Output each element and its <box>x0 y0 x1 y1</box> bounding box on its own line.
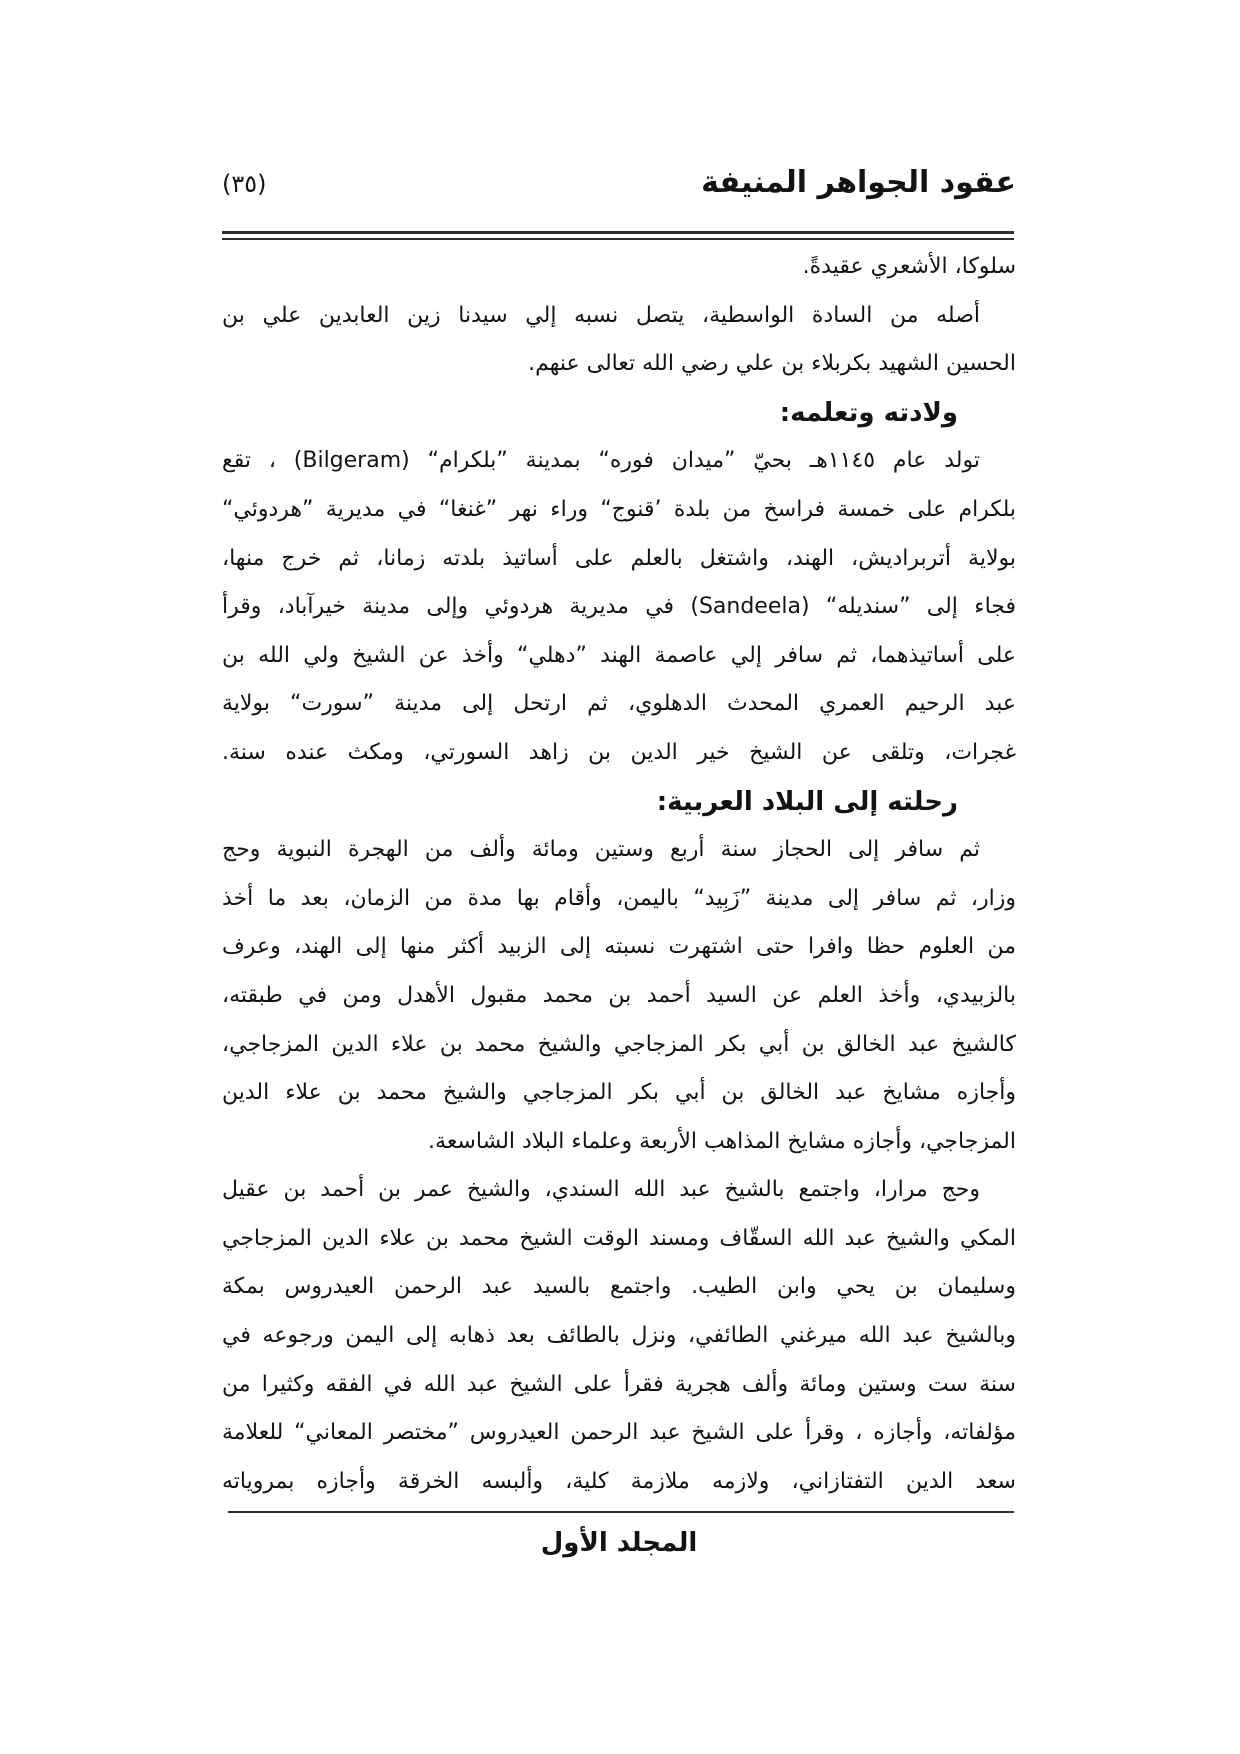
text-line: ثم سافر إلى الحجاز سنة أربع وستين ومائة وألف من الهجرة النبوية وحج <box>222 837 980 863</box>
text-line: بلكرام على خمسة فراسخ من بلدة ’قنوج“ وراء نهر ”غنغا“ في مديرية ”هردوئي“ <box>222 496 1016 522</box>
text-line: على أساتيذهما، ثم سافر إلي عاصمة الهند ”دهلي“ وأخذ عن الشيخ ولي الله بن <box>222 642 1016 668</box>
text-line: سعد الدين التفتازاني، ولازمه ملازمة كلية، وألبسه الخرقة وأجازه بمروياته <box>222 1468 1016 1494</box>
text-line: فجاء إلى ”سنديله“ (Sandeela) في مديرية هردوئي وإلى مدينة خيرآباد، وقرأ <box>222 594 1016 620</box>
text-line: وأجازه مشايخ عبد الخالق بن أبي بكر المزجاجي والشيخ محمد بن علاء الدين <box>222 1080 1016 1106</box>
text-line: بالزبيدي، وأخذ العلم عن السيد أحمد بن محمد مقبول الأهدل ومن في طبقته، <box>222 982 1016 1008</box>
text-line: تولد عام ١١٤٥هـ بحيّ ”ميدان فوره“ بمدينة ”بلكرام“ (Bilgeram) ، تقع <box>222 448 980 474</box>
text-line: وحج مرارا، واجتمع بالشيخ عبد الله السندي، والشيخ عمر بن أحمد بن عقيل <box>222 1177 980 1203</box>
text-line: بولاية أتربراديش، الهند، واشتغل بالعلم على أساتيذ بلدته زمانا، ثم خرج منها، <box>222 545 1016 571</box>
text-line: سنة ست وستين ومائة وألف هجرية فقرأ على الشيخ عبد الله في الفقه وكثيرا من <box>222 1371 1016 1397</box>
text-line: الحسين الشهيد بكربلاء بن علي رضي الله تعالى عنهم. <box>528 351 1016 377</box>
text-line: عبد الرحيم العمري المحدث الدهلوي، ثم ارتحل إلى مدينة ”سورت“ بولاية <box>222 691 1016 717</box>
text-line: كالشيخ عبد الخالق بن أبي بكر المزجاجي والشيخ محمد بن علاء الدين المزجاجي، <box>222 1031 1016 1057</box>
header-double-rule <box>222 231 1014 240</box>
book-title: عقود الجواهر المنيفة <box>701 165 1016 200</box>
text-line: وزار، ثم سافر إلى مدينة ”زَبِيد“ باليمن، وأقام بها مدة من الزمان، بعد ما أخذ <box>222 885 1016 911</box>
text-line: غجرات، وتلقى عن الشيخ خير الدين بن زاهد السورتي، ومكث عنده سنة. <box>222 739 1016 765</box>
text-line: وسليمان بن يحي وابن الطيب. واجتمع بالسيد عبد الرحمن العيدروس بمكة <box>222 1274 1016 1300</box>
page-number: (٣٥) <box>222 170 267 198</box>
text-line: من العلوم حظا وافرا حتى اشتهرت نسبته إلى الزبيد أكثر منها إلى الهند، وعرف <box>222 934 1016 960</box>
footer-rule <box>228 1511 1014 1513</box>
volume-label: المجلد الأول <box>540 1528 698 1558</box>
section-heading: ولادته وتعلمه: <box>779 397 958 428</box>
text-line: أصله من السادة الواسطية، يتصل نسبه إلي سيدنا زين العابدين علي بن <box>222 302 980 328</box>
text-line: المكي والشيخ عبد الله السقّاف ومسند الوقت الشيخ محمد بن علاء الدين المزجاجي <box>222 1225 1016 1251</box>
section-heading: رحلته إلى البلاد العربية: <box>656 786 958 817</box>
page-header <box>222 165 1016 202</box>
text-line: مؤلفاته، وأجازه ، وقرأ على الشيخ عبد الرحمن العيدروس ”مختصر المعاني“ للعلامة <box>222 1420 1016 1446</box>
text-line: المزجاجي، وأجازه مشايخ المذاهب الأربعة وعلماء البلاد الشاسعة. <box>428 1128 1016 1154</box>
text-line: وبالشيخ عبد الله ميرغني الطائفي، ونزل بالطائف بعد ذهابه إلى اليمن ورجوعه في <box>222 1323 1016 1349</box>
text-line: سلوكا، الأشعري عقيدةً. <box>802 254 1016 279</box>
body-text <box>222 243 1016 1506</box>
